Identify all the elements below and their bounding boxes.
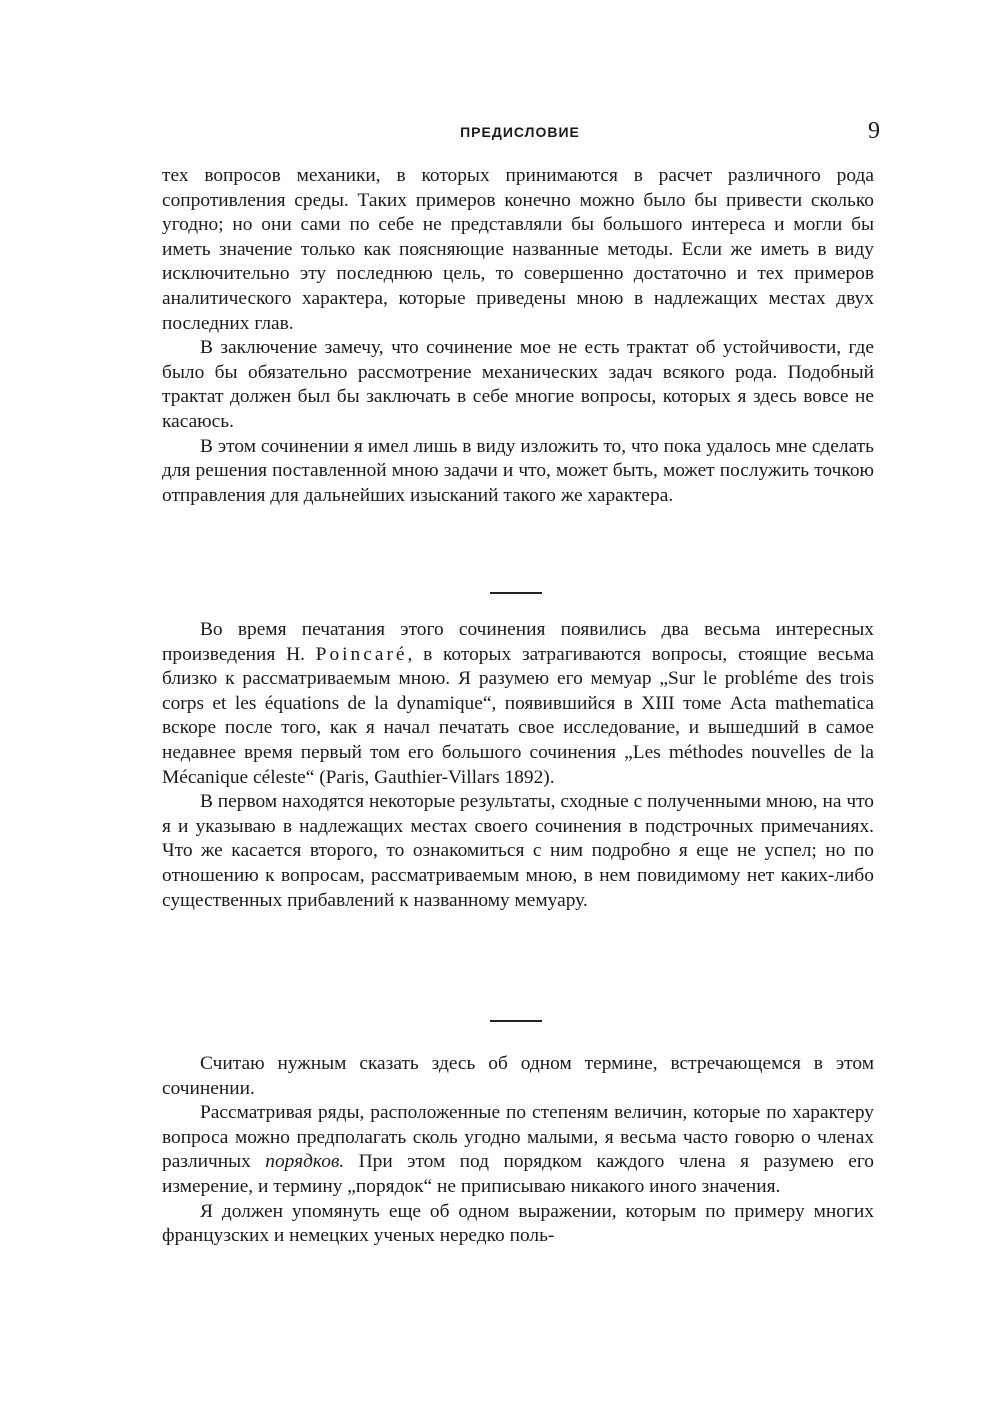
paragraph-text: При этом под порядком каждого члена я разумею его измерение, и термину „порядок“ не приписываю никакого иного значения. — [162, 1151, 874, 1197]
page-number: 9 — [868, 118, 880, 144]
paragraph-term-intro: Считаю нужным сказать здесь об одном термине, встречающемся в этом сочинении. — [162, 1053, 874, 1099]
emphasis-orders: порядков. — [265, 1151, 345, 1173]
paragraph-poincare-works — [162, 618, 874, 790]
running-title: ПРЕДИСЛОВИЕ — [460, 124, 580, 140]
section-terminology — [162, 1052, 874, 1249]
paragraph-text: Во время печатания этого сочинения появились два весьма интересных произведения H. — [162, 619, 874, 665]
page-header — [160, 118, 880, 148]
paragraph-orders — [162, 1101, 874, 1199]
author-name-poincare: Poincaré — [315, 643, 408, 665]
paragraph-text: Рассматривая ряды, расположенные по степеням величин, которые по характеру вопроса можно предполагать сколь угодно малыми, я весьма часто говорю о членах различных — [162, 1102, 874, 1173]
paragraph-purpose: В этом сочинении я имел лишь в виду изложить то, что пока удалось мне сделать для решения поставленной мною задачи и что, может быть, может послужить точкою отправления для дальнейших изысканий такого же характера. — [162, 435, 874, 506]
section-divider — [490, 1020, 542, 1022]
section-divider — [490, 592, 542, 594]
paragraph-conclusion: В заключение замечу, что сочинение мое не есть трактат об устойчивости, где было бы обязательно рассмотрение механических задач всякого рода. Подобный трактат должен был бы заключать в себе многие вопросы, которых я здесь вовсе не касаюсь. — [162, 337, 874, 432]
paragraph-poincare-results: В первом находятся некоторые результаты, сходные с полученными мною, на что я и указываю в надлежащих местах своего сочинения в подстрочных примечаниях. Что же касается второго, то ознакомиться с ним подробно я еще не успел; но по отношению к вопросам, рассматриваемым мною, в нем повидимому нет каких-либо существенных прибавлений к названному мемуару. — [162, 791, 874, 911]
paragraph-expression: Я должен упомянуть еще об одном выражении, которым по примеру многих французских и немецких ученых нередко поль- — [162, 1200, 874, 1247]
section-preface-end — [162, 164, 874, 508]
paragraph-continuation: тех вопросов механики, в которых принимаются в расчет различного рода сопротивления среды. Таких примеров конечно можно было бы привести сколько угодно; но они сами по себе не представляли бы большого интереса и могли бы иметь значение только как поясняющие названные методы. Если же иметь в виду исключительно эту последнюю цель, то совершенно достаточно и тех примеров аналитического характера, которые приведены мною в надлежащих местах двух последних глав. — [162, 165, 874, 334]
section-poincare — [162, 618, 874, 913]
paragraph-text: , в которых затрагиваются вопросы, стоящие весьма близко к рассматриваемым мною. Я разумею его мемуар „Sur le probléme des trois corps et les équations de la dynamique“, появившийся в XIII томе Acta mathematica вскоре после того, как я начал печатать свое исследование, и вышедший в самое недавнее время первый том его большого сочинения „Les méthodes nouvelles de la Mécanique céleste“ (Paris, Gauthier-Villars 1892). — [162, 643, 874, 788]
